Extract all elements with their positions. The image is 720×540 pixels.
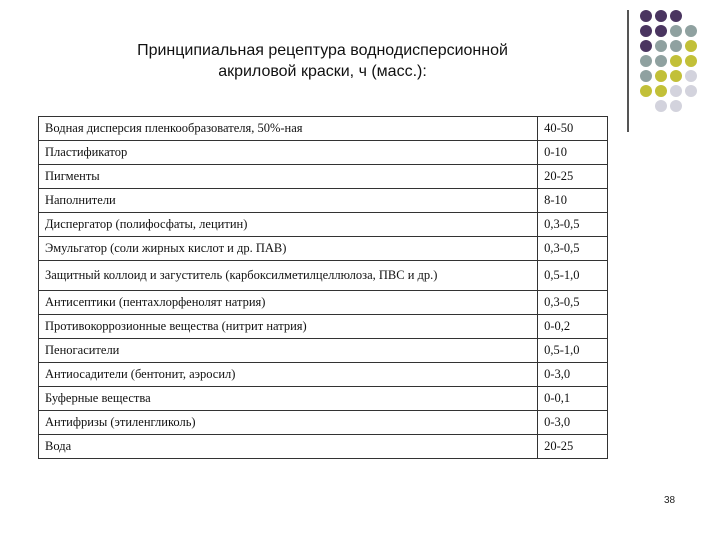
dot-gray bbox=[655, 55, 667, 67]
recipe-table bbox=[38, 116, 608, 459]
page-number: 38 bbox=[664, 495, 676, 506]
dot-gray bbox=[670, 25, 682, 37]
dot-gray bbox=[670, 40, 682, 52]
dot-olive bbox=[655, 70, 667, 82]
amount-cell: 0-3,0 bbox=[538, 411, 608, 435]
amount-cell: 40-50 bbox=[538, 117, 608, 141]
dot-purple bbox=[655, 25, 667, 37]
dot-light bbox=[685, 85, 697, 97]
table-row bbox=[39, 213, 608, 237]
component-cell: Наполнители bbox=[39, 189, 538, 213]
amount-cell: 20-25 bbox=[538, 435, 608, 459]
slide-title-line-2: акриловой краски, ч (масс.): bbox=[218, 63, 427, 80]
dot-purple bbox=[655, 10, 667, 22]
table-row bbox=[39, 435, 608, 459]
table-row bbox=[39, 363, 608, 387]
amount-cell: 8-10 bbox=[538, 189, 608, 213]
recipe-table-body bbox=[39, 117, 608, 459]
amount-cell: 0,3-0,5 bbox=[538, 213, 608, 237]
table-row bbox=[39, 165, 608, 189]
dot-olive bbox=[685, 40, 697, 52]
dot-olive bbox=[640, 85, 652, 97]
component-cell: Защитный коллоид и загуститель (карбоксилметилцеллюлоза, ПВС и др.) bbox=[39, 261, 538, 291]
dot-purple bbox=[640, 25, 652, 37]
table-row bbox=[39, 291, 608, 315]
dot-purple bbox=[670, 10, 682, 22]
dot-olive bbox=[670, 70, 682, 82]
dot-olive bbox=[655, 85, 667, 97]
table-row bbox=[39, 237, 608, 261]
amount-cell: 20-25 bbox=[538, 165, 608, 189]
component-cell: Буферные вещества bbox=[39, 387, 538, 411]
decorative-vertical-line bbox=[627, 10, 629, 132]
component-cell: Пластификатор bbox=[39, 141, 538, 165]
dot-purple bbox=[640, 10, 652, 22]
component-cell: Антисептики (пентахлорфенолят натрия) bbox=[39, 291, 538, 315]
table-row bbox=[39, 315, 608, 339]
slide-title bbox=[60, 40, 585, 82]
table-row bbox=[39, 339, 608, 363]
dot-gray bbox=[655, 40, 667, 52]
component-cell: Антиосадители (бентонит, аэросил) bbox=[39, 363, 538, 387]
table-row bbox=[39, 117, 608, 141]
dot-gray bbox=[640, 70, 652, 82]
amount-cell: 0-0,1 bbox=[538, 387, 608, 411]
table-row bbox=[39, 189, 608, 213]
dot-light bbox=[670, 85, 682, 97]
dot-light bbox=[685, 70, 697, 82]
table-row bbox=[39, 141, 608, 165]
component-cell: Противокоррозионные вещества (нитрит натрия) bbox=[39, 315, 538, 339]
component-cell: Вода bbox=[39, 435, 538, 459]
dot-light bbox=[655, 100, 667, 112]
amount-cell: 0,5-1,0 bbox=[538, 261, 608, 291]
table-row bbox=[39, 411, 608, 435]
table-row bbox=[39, 387, 608, 411]
component-cell: Диспергатор (полифосфаты, лецитин) bbox=[39, 213, 538, 237]
component-cell: Водная дисперсия пленкообразователя, 50%-ная bbox=[39, 117, 538, 141]
component-cell: Пигменты bbox=[39, 165, 538, 189]
amount-cell: 0,5-1,0 bbox=[538, 339, 608, 363]
dot-gray bbox=[640, 55, 652, 67]
dot-olive bbox=[685, 55, 697, 67]
amount-cell: 0,3-0,5 bbox=[538, 291, 608, 315]
dot-olive bbox=[670, 55, 682, 67]
slide-title-line-1: Принципиальная рецептура воднодисперсионной bbox=[137, 42, 508, 59]
dot-light bbox=[670, 100, 682, 112]
dot-gray bbox=[685, 25, 697, 37]
amount-cell: 0-10 bbox=[538, 141, 608, 165]
amount-cell: 0,3-0,5 bbox=[538, 237, 608, 261]
table-row bbox=[39, 261, 608, 291]
component-cell: Пеногасители bbox=[39, 339, 538, 363]
component-cell: Эмульгатор (соли жирных кислот и др. ПАВ) bbox=[39, 237, 538, 261]
component-cell: Антифризы (этиленгликоль) bbox=[39, 411, 538, 435]
dot-purple bbox=[640, 40, 652, 52]
amount-cell: 0-0,2 bbox=[538, 315, 608, 339]
amount-cell: 0-3,0 bbox=[538, 363, 608, 387]
